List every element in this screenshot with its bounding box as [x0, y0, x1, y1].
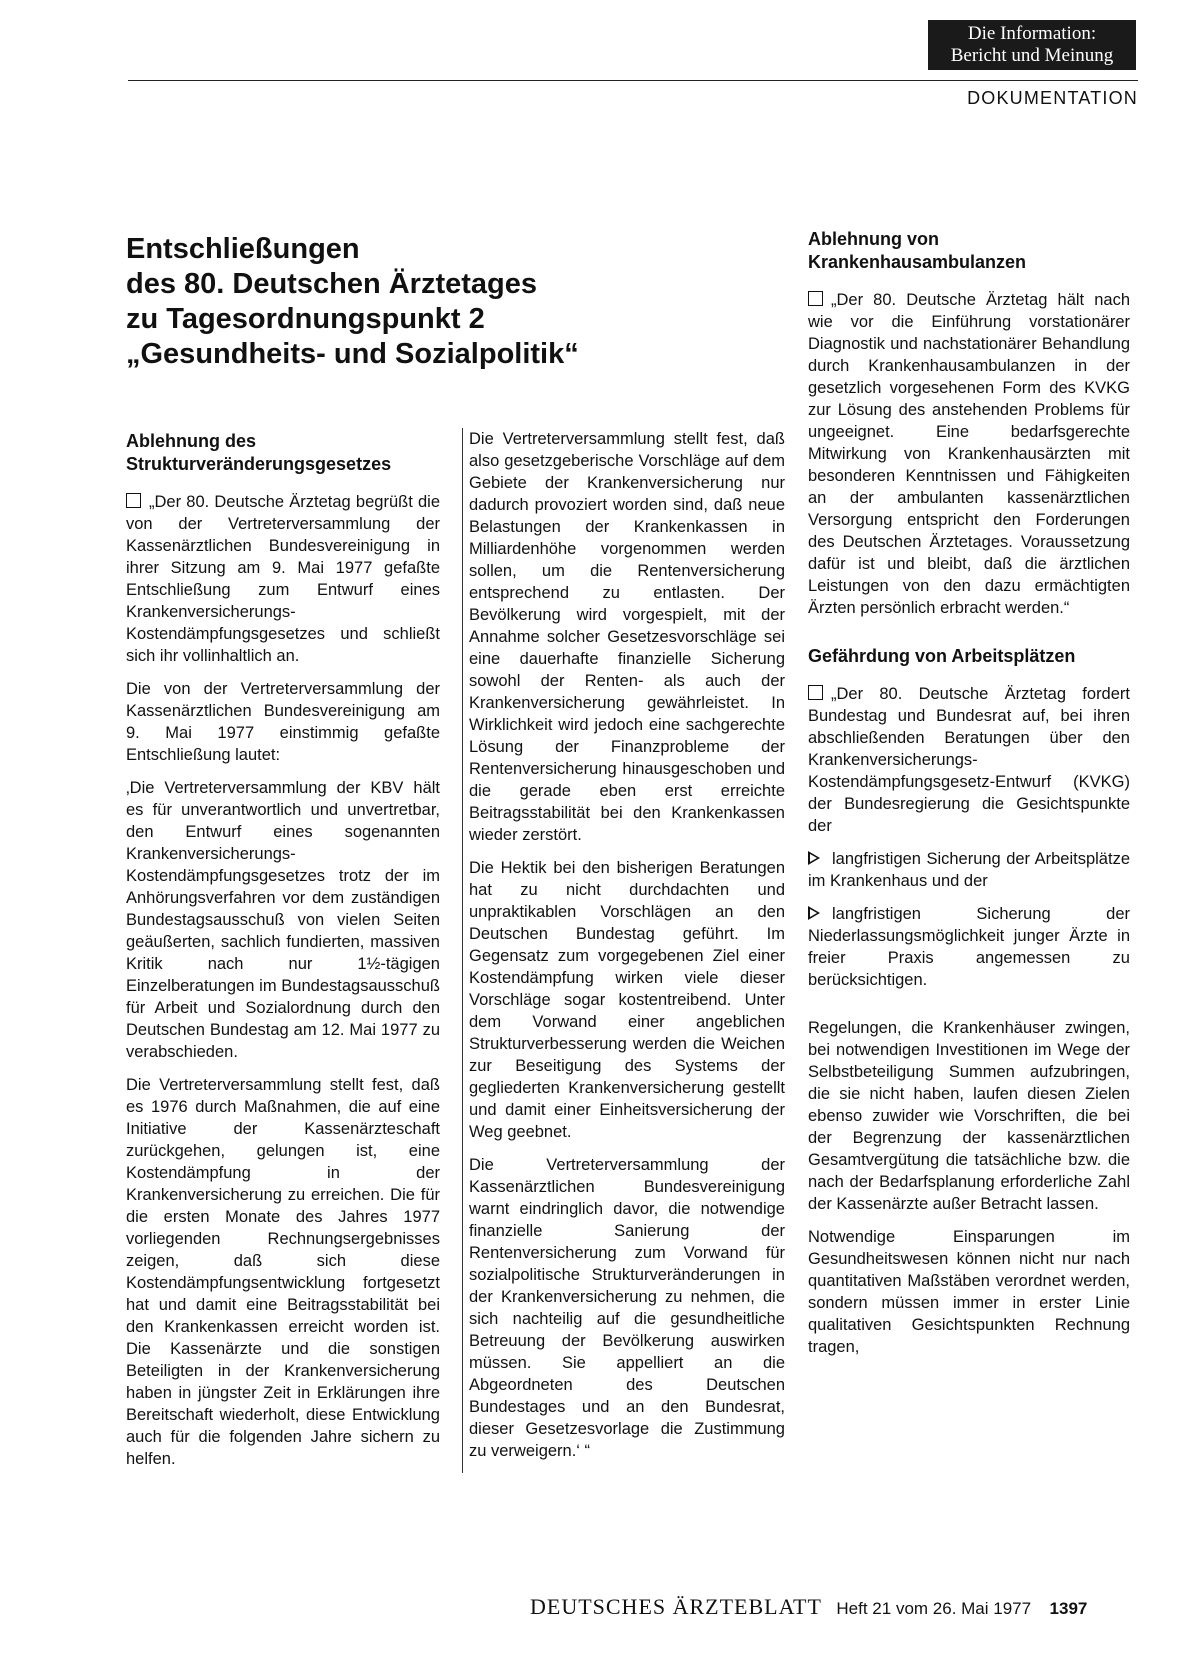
- paragraph: ‚Die Vertreterversammlung der KBV hält es für unverantwortlich und unvertretbar, den Entwurf eines sogenannten Krankenversicherungs-Kostendämpfungsgesetzes trotz der im Anhörungsverfahren vor dem zuständigen Bundestagsausschuß von vielen Seiten geäußerten, sachlich fundierten, massiven Kritik nach nur 1½-tägigen Einzelberatungen im Bundestagsausschuß für Arbeit und Sozialordnung durch den Deutschen Bundestag am 12. Mai 1977 zu verabschieden.: [126, 779, 440, 1061]
- paragraph: Die Hektik bei den bisherigen Beratungen hat zu nicht durchdachten und unpraktikablen Vorschlägen an den Deutschen Bundestag geführt. Im Gegensatz zum vorgegebenen Ziel einer Kostendämpfung wirken viele dieser Vorschläge sogar kostentreibend. Unter dem Vorwand einer angeblichen Strukturverbesserung werden die Weichen zur Beseitigung des Systems der gegliederten Krankenversicherung gestellt und damit einer Einheitsversicherung der Weg geebnet.: [469, 859, 785, 1141]
- triangle-bullet-icon: [808, 851, 820, 865]
- column-1: [126, 430, 440, 1481]
- bullet-item: [808, 903, 1130, 991]
- section-label: DOKUMENTATION: [967, 88, 1138, 108]
- bullet-item: [808, 848, 1130, 892]
- paragraph: Die Vertreterversammlung stellt fest, daß es 1976 durch Maßnahmen, die auf eine Initiative der Kassenärzteschaft zurückgehen, gelungen ist, eine Kostendämpfung in der Krankenversicherung zu erreichen. Die für die ersten Monate des Jahres 1977 vorliegenden Rechnungsergebnisses zeigen, daß sich diese Kostendämpfungsentwicklung fortgesetzt hat und damit eine Beitragsstabilität bei den Krankenkassen erreicht worden ist. Die Kassenärzte und die sonstigen Beteiligten in der Krankenversicherung haben in jüngster Zeit in Erklärungen ihre Bereitschaft wiederholt, diese Entwicklung auch für die folgenden Jahre sichern zu helfen.: [126, 1076, 440, 1468]
- bullet-text: langfristigen Sicherung der Arbeitsplätze im Krankenhaus und der: [808, 850, 1130, 890]
- title-line-3: zu Tagesordnungspunkt 2: [126, 303, 485, 335]
- paragraph: [126, 491, 440, 667]
- badge-line-2: Bericht und Meinung: [950, 45, 1114, 66]
- issue-info: Heft 21 vom 26. Mai 1977: [836, 1599, 1032, 1618]
- paragraph: Regelungen, die Krankenhäuser zwingen, bei notwendigen Investitionen im Wege der Selbstbeteiligung Summen aufzubringen, die sie nicht haben, laufen diesen Zielen ebenso zuwider wie Vorschriften, die bei der Begrenzung der kassenärztlichen Gesamtvergütung die tatsächliche bzw. die nach der Bedarfsplanung erforderliche Zahl der Kassenärzte außer Betracht lassen.: [808, 1019, 1130, 1213]
- heading-krankenhausambulanzen: Ablehnung von Krankenhausambulanzen: [808, 229, 1027, 272]
- paragraph: [808, 289, 1130, 619]
- paragraph: Die Vertreterversammlung stellt fest, daß also gesetzgeberische Vorschläge auf dem Gebiete der Krankenversicherung nur dadurch provoziert worden sind, daß neue Belastungen der Krankenkassen in Milliardenhöhe vorgenommen werden sollen, um die Rentenversicherung entsprechend zu entlasten. Der Bevölkerung wird vorgespielt, mit der Annahme solcher Gesetzesvorschläge sei eine dauerhafte finanzielle Sicherung sowohl der Renten- als auch der Krankenversicherung gewährleistet. In Wirklichkeit wird jedoch eine sachgerechte Lösung der Finanzprobleme der Rentenversicherung hinausgeschoben und die gerade eben erst erreichte Beitragsstabilität bei den Krankenkassen wieder zerstört.: [469, 430, 785, 844]
- heading-arbeitsplaetze: Gefährdung von Arbeitsplätzen: [808, 646, 1076, 666]
- column-2: [462, 428, 785, 1473]
- checkbox-square-icon: [126, 493, 141, 508]
- header-rule: [128, 80, 1138, 81]
- heading-strukturgesetz: Ablehnung des Strukturveränderungsgesetzes: [126, 431, 392, 474]
- section-badge: [928, 20, 1136, 70]
- paragraph-text: „Der 80. Deutsche Ärztetag fordert Bundestag und Bundesrat auf, bei ihren abschließenden Beratungen über den Krankenversicherungs-Kostendämpfungsgesetz-Entwurf (KVKG) der Bundesregierung die Gesichtspunkte der: [808, 685, 1130, 835]
- paragraph-text: „Der 80. Deutsche Ärztetag hält nach wie vor die Einführung vorstationärer Diagnostik und nachstationärer Behandlung durch Krankenhausambulanzen in der gesetzlich vorgesehenen Form des KVKG zur Lösung des anstehenden Problems für ungeeignet. Eine bedarfsgerechte Mitwirkung von Krankenhausärzten mit besonderen Kenntnissen und Fähigkeiten an der ambulanten kassenärztlichen Versorgung entspricht den Forderungen des Deutschen Ärztetages. Voraussetzung dafür ist und bleibt, daß die ärztlichen Leistungen von den dazu ermächtigten Ärzten persönlich erbracht werden.“: [808, 291, 1130, 617]
- column-3: [808, 228, 1130, 1369]
- page-number: 1397: [1049, 1599, 1088, 1618]
- paragraph: [808, 683, 1130, 837]
- page-footer: [530, 1594, 1150, 1620]
- badge-line-1: Die Information:: [967, 23, 1097, 44]
- paragraph: Notwendige Einsparungen im Gesundheitswesen können nicht nur nach quantitativen Maßstäben verordnet werden, sondern müssen immer in erster Linie qualitativen Gesichtspunkten Rechnung tragen,: [808, 1228, 1130, 1356]
- paragraph: Die von der Vertreterversammlung der Kassenärztlichen Bundesvereinigung am 9. Mai 1977 einstimmig gefaßte Entschließung lautet:: [126, 680, 440, 764]
- checkbox-square-icon: [808, 291, 823, 306]
- magazine-name: DEUTSCHES ÄRZTEBLATT: [530, 1594, 822, 1619]
- bullet-text: langfristigen Sicherung der Niederlassungsmöglichkeit junger Ärzte in freier Praxis angemessen zu berücksichtigen.: [808, 905, 1130, 989]
- paragraph-text: „Der 80. Deutsche Ärztetag begrüßt die von der Vertreterversammlung der Kassenärztlichen Bundesvereinigung in ihrer Sitzung am 9. Mai 1977 gefaßte Entschließung zum Entwurf eines Krankenversicherungs-Kostendämpfungsgesetzes und schließt sich ihr vollinhaltlich an.: [126, 493, 440, 665]
- paragraph: Die Vertreterversammlung der Kassenärztlichen Bundesvereinigung warnt eindringlich davor, die notwendige finanzielle Sanierung der Rentenversicherung zum Vorwand für sozialpolitische Strukturveränderungen in der Krankenversicherung zu nehmen, die sich nachteilig auf die gesundheitliche Betreuung der Bevölkerung auswirken müssen. Sie appelliert an die Abgeordneten des Deutschen Bundestages und an den Bundesrat, dieser Gesetzesvorlage die Zustimmung zu verweigern.‘ “: [469, 1156, 785, 1460]
- title-line-4: „Gesundheits- und Sozialpolitik“: [126, 338, 579, 370]
- checkbox-square-icon: [808, 685, 823, 700]
- title-line-1: Entschließungen: [126, 233, 360, 265]
- triangle-bullet-icon: [808, 906, 820, 920]
- title-line-2: des 80. Deutschen Ärztetages: [126, 268, 537, 300]
- article-title: [126, 232, 746, 372]
